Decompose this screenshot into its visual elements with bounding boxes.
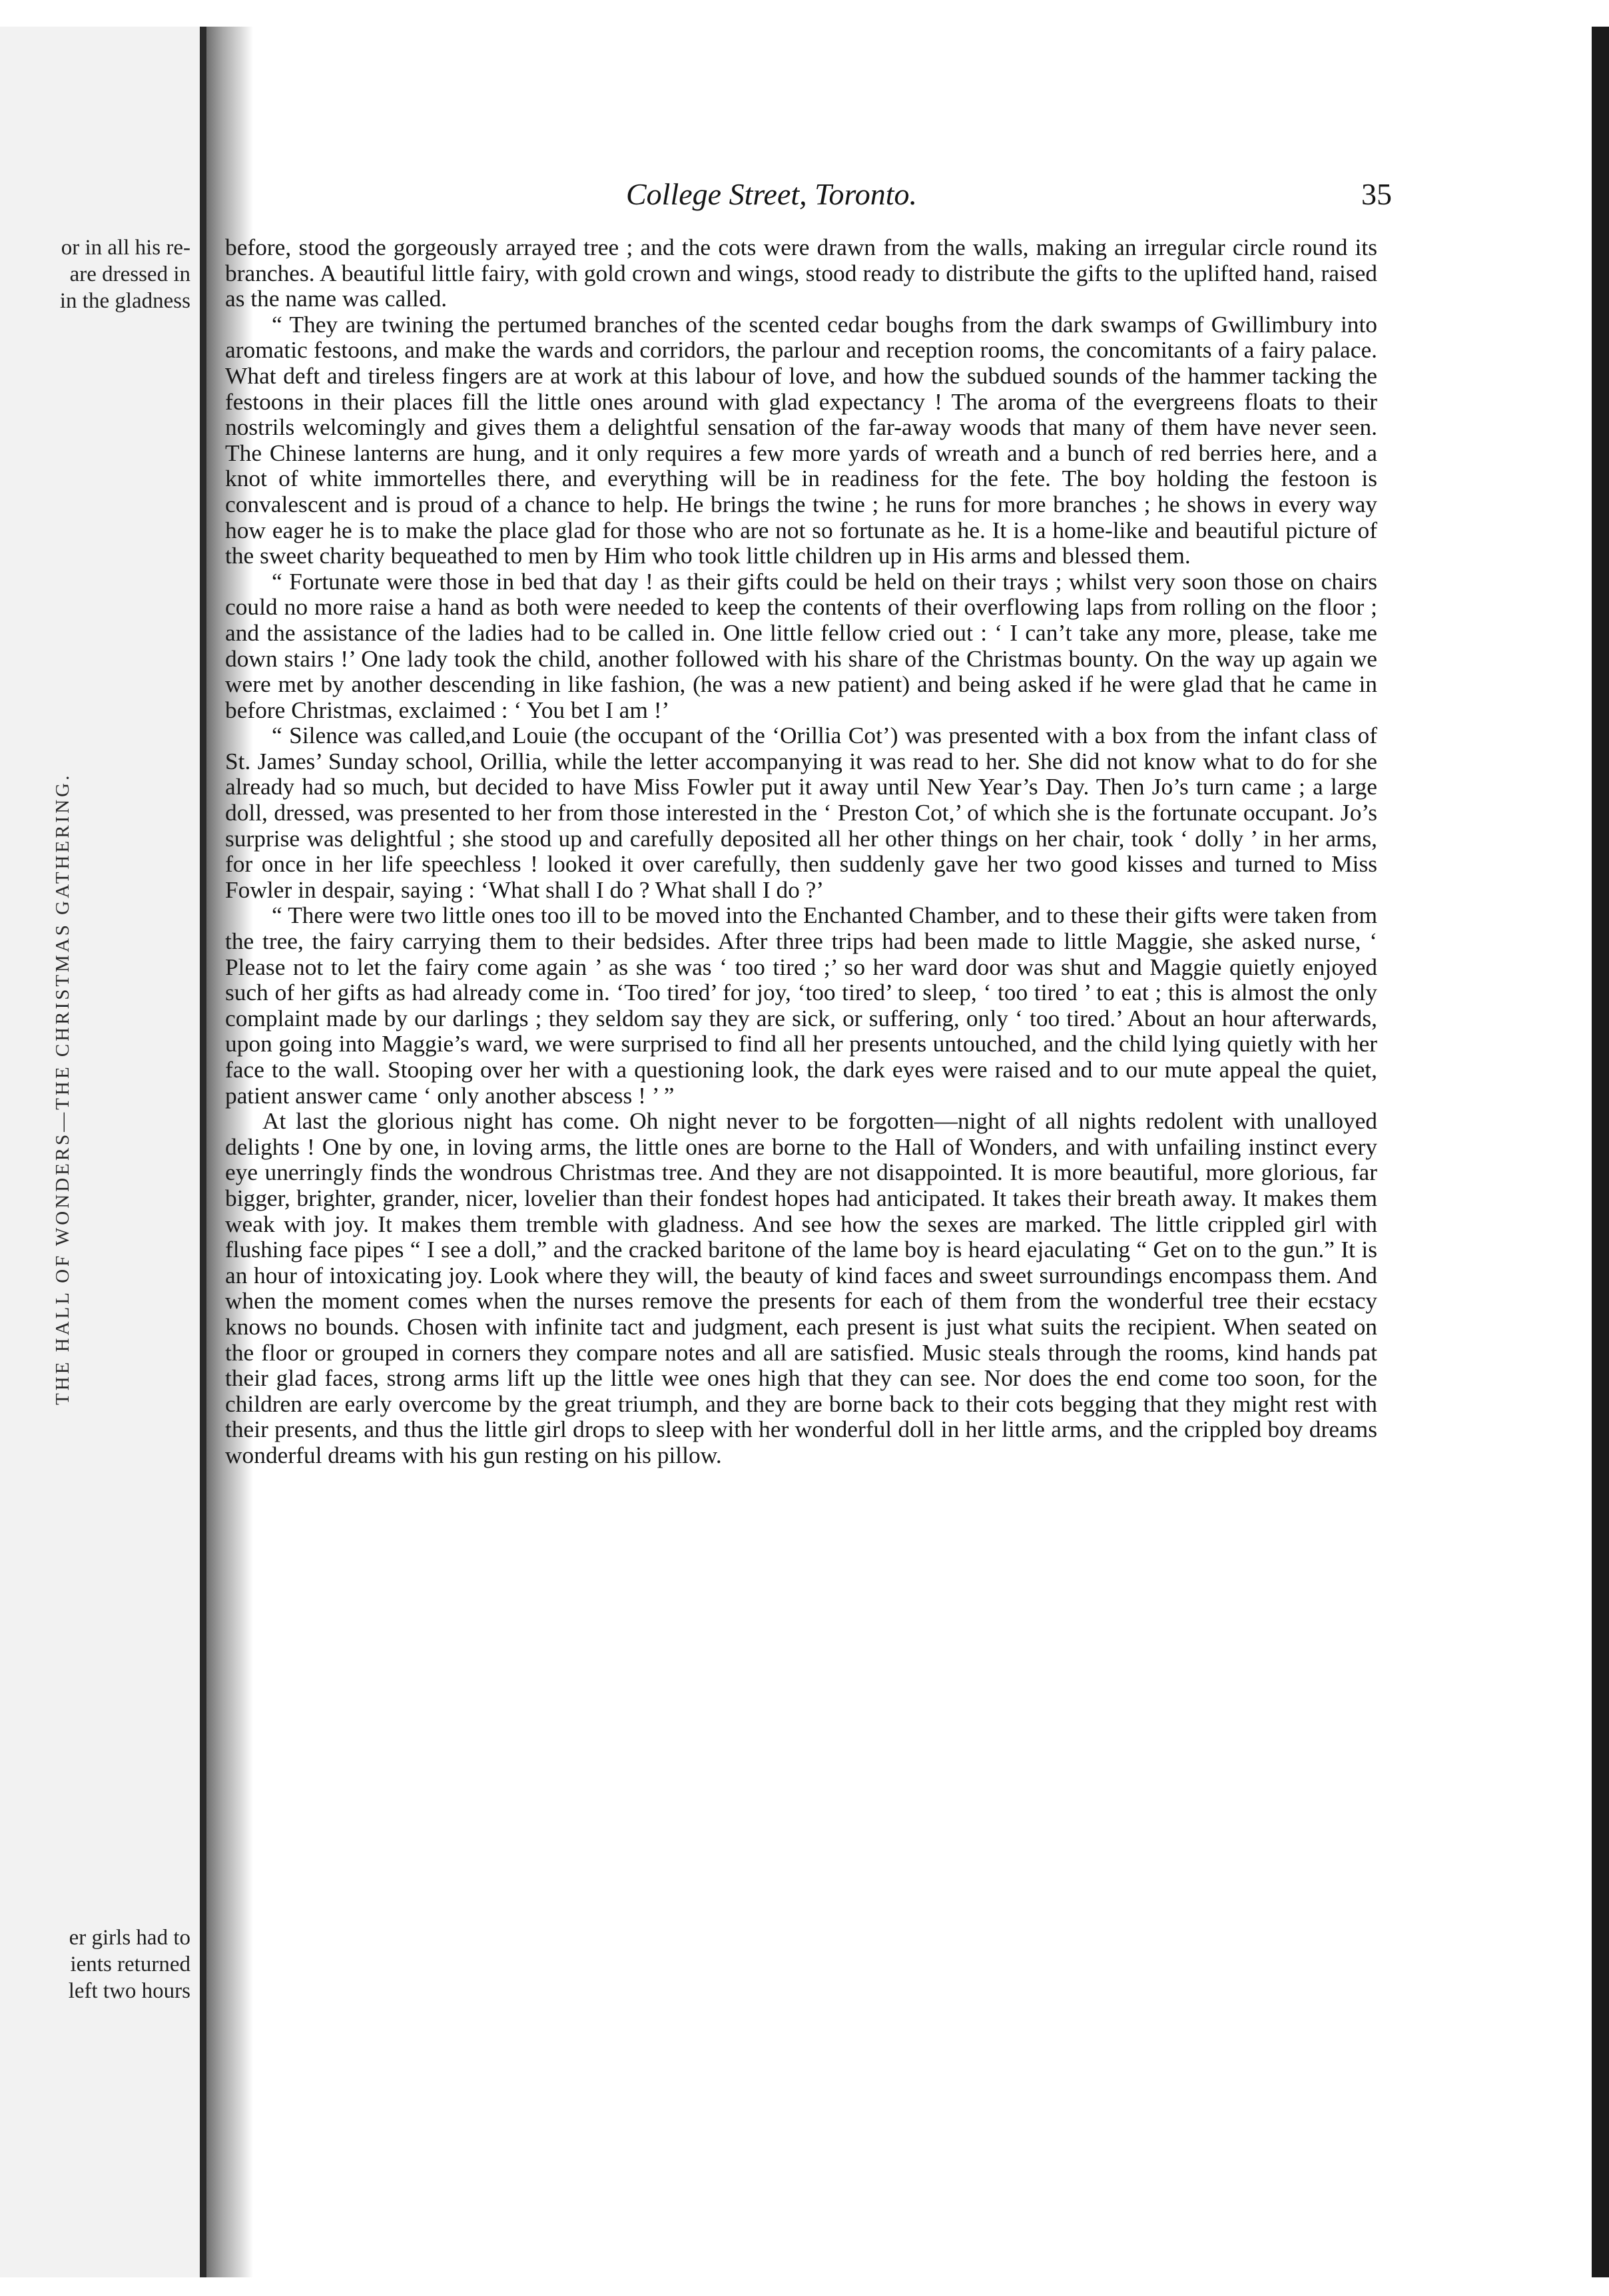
facing-line: are dressed in	[69, 262, 190, 286]
side-running-title: THE HALL OF WONDERS—THE CHRISTMAS GATHERING.	[52, 772, 73, 1405]
paragraph: “ There were two little ones too ill to be moved into the Enchanted Chamber, and to these their gifts were taken from the tree, the fairy carrying them to their bedsides. After three trips had been made to little Maggie, she asked nurse, ‘ Please not to let the fairy come again ’ as she was ‘ too tired ;’ so her ward door was shut and Maggie quietly enjoyed such of her gifts as had already come in. ‘Too tired’ for joy, ‘too tired’ to sleep, ‘ too tired ’ to eat ; this is almost the only complaint made by our darlings ; they seldom say they are sick, or suffering, only ‘ too tired.’ About an hour afterwards, upon going into Maggie’s ward, we were surprised to find all her presents untouched, and the child lying quietly with her face to the wall. Stooping over her with a questioning look, the dark eyes were raised and to our mute appeal the quiet, patient answer came ‘ only another abscess ! ’ ”	[225, 902, 1377, 1109]
facing-page-text-bottom	[69, 1924, 190, 2004]
facing-line: er girls had to	[69, 1926, 190, 1950]
scan-edge	[1592, 27, 1609, 2277]
running-title: College Street, Toronto.	[626, 177, 917, 211]
facing-line: left two hours	[68, 1979, 190, 2003]
paragraph: At last the glorious night has come. Oh night never to be forgotten—night of all nights redolent with unalloyed delights ! One by one, in loving arms, the little ones are borne to the Hall of Wonders, and with unfailing instinct every eye unerringly finds the wondrous Christmas tree. And they are not disappointed. It is more beautiful, more glorious, far bigger, brighter, grander, nicer, lovelier than their fondest hopes had anticipated. It takes their breath away. It makes them weak with joy. It makes them tremble with gladness. And see how the sexes are marked. The little crippled girl with flushing face pipes “ I see a doll,” and the cracked baritone of the lame boy is heard ejaculating “ Get on to the gun.” It is an hour of intoxicating joy. Look where they will, the beauty of kind faces and sweet surroundings encompass them. And when the moment comes when the nurses remove the presents for each of them from the wonderful tree their ecstacy knows no bounds. Chosen with infinite tact and judgment, each present is just what suits the recipient. When seated on the floor or grouped in corners they compare notes and all are satisfied. Music steals through the rooms, kind hands pat their glad faces, strong arms lift up the little wee ones high that they can see. Nor does the end come too soon, for the children are early overcome by the great triumph, and they are borne back to their cots begging that they might rest with their presents, and thus the little girl drops to sleep with her wonderful doll in her little arms, and the crippled boy dreams wonderful dreams with his gun resting on his pillow.	[225, 1107, 1377, 1468]
paragraph: “ Silence was called,and Louie (the occupant of the ‘Orillia Cot’) was presented with a box from the infant class of St. James’ Sunday school, Orillia, while the letter accompanying it was read to her. She did not know what to do for she already had so much, but decided to have Miss Fowler put it away until New Year’s Day. Then Jo’s turn came ; a large doll, dressed, was presented to her from those interested in the ‘ Preston Cot,’ of which she is the fortunate occupant. Jo’s surprise was delightful ; she stood up and carefully deposited all her other things on her chair, took ‘ dolly ’ in her arms, for once in her life speechless ! looked it over carefully, then suddenly gave her two good kisses and turned to Miss Fowler in despair, saying : ‘What shall I do ? What shall I do ?’	[225, 722, 1377, 903]
paragraph: “ They are twining the pertumed branches of the scented cedar boughs from the dark swamps of Gwillimbury into aromatic festoons, and make the wards and corridors, the parlour and reception rooms, the concomitants of a fairy palace. What deft and tireless fingers are at work at this labour of love, and how the subdued sounds of the hammer tacking the festoons in their places fill the little ones around with glad expectancy ! The aroma of the evergreens floats to their nostrils welcomingly and gives them a delightful sensation of the far-away woods that many of them have never seen. The Chinese lanterns are hung, and it only requires a few more yards of wreath and a bunch of red berries here, and a knot of white immortelles there, and everything will be in readiness for the fete. The boy holding the festoon is convalescent and is proud of a chance to help. He brings the twine ; he runs for more branches ; he shows in every way how eager he is to make the place glad for those who are not so fortunate as he. It is a home-like and beautiful picture of the sweet charity bequeathed to men by Him who took little children up in His arms and blessed them.	[225, 310, 1377, 569]
facing-page-text-top	[60, 234, 190, 314]
facing-line: or in all his re-	[61, 236, 190, 260]
page-header	[626, 170, 1392, 218]
page-number: 35	[1361, 177, 1392, 211]
body-text	[225, 234, 1377, 1468]
facing-line: ients returned	[70, 1952, 190, 1976]
paragraph: before, stood the gorgeously arrayed tree ; and the cots were drawn from the walls, making an irregular circle round its branches. A beautiful little fairy, with gold crown and wings, stood ready to distribute the gifts to the uplifted hand, raised as the name was called.	[225, 234, 1377, 312]
facing-page-fragment	[0, 27, 206, 2277]
paragraph: “ Fortunate were those in bed that day ! as their gifts could be held on their trays ; whilst very soon those on chairs could no more raise a hand as both were needed to keep the contents of their overflowing laps from rolling on the floor ; and the assistance of the ladies had to be called in. One little fellow cried out : ‘ I can’t take any more, please, take me down stairs !’ One lady took the child, another followed with his share of the Christmas bounty. On the way up again we were met by another descending in like fashion, (he was a new patient) and being asked if he were glad that he came in before Christmas, exclaimed : ‘ You bet I am !’	[225, 567, 1377, 723]
facing-line: in the gladness	[59, 289, 190, 313]
